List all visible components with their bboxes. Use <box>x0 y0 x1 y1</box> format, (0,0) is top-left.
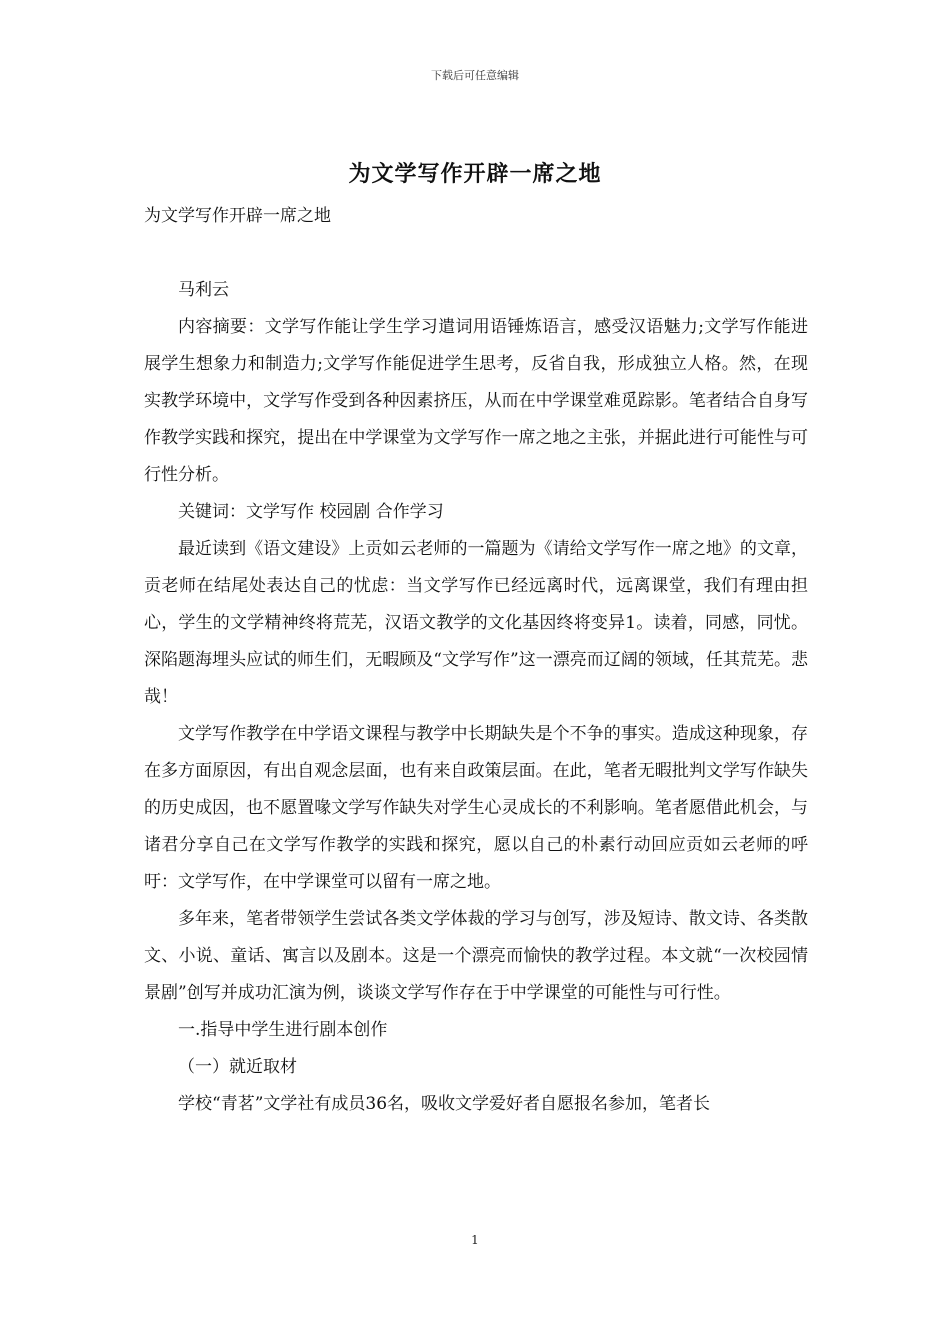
body-paragraph: 学校“青茗”文学社有成员36名，吸收文学爱好者自愿报名参加，笔者长 <box>178 1094 711 1114</box>
body-paragraph: 文学写作教学在中学语文课程与教学中长期缺失是个不争的事实。造成这种现象，存在多方面原因，有出自观念层面，也有来自政策层面。在此，笔者无暇批判文学写作缺失的历史成因，也不愿置喙文学写作缺失对学生心灵成长的不利影响。笔者愿借此机会，与诸君分享自己在文学写作教学的实践和探究，愿以自己的朴素行动回应贡如云老师的呼吁：文学写作，在中学课堂可以留有一席之地。 <box>144 724 808 892</box>
page-header-note: 下载后可任意编辑 <box>431 69 519 82</box>
body-paragraph: 多年来，笔者带领学生尝试各类文学体裁的学习与创写，涉及短诗、散文诗、各类散文、小说、童话、寓言以及剧本。这是一个漂亮而愉快的教学过程。本文就“一次校园情景剧”创写并成功汇演为例，谈谈文学写作存在于中学课堂的可能性与可行性。 <box>144 909 808 1003</box>
body-paragraph: 最近读到《语文建设》上贡如云老师的一篇题为《请给文学写作一席之地》的文章，贡老师在结尾处表达自己的忧虑：当文学写作已经远离时代，远离课堂，我们有理由担心，学生的文学精神终将荒芜，汉语文教学的文化基因终将变异1。读着，同感，同忧。深陷题海埋头应试的师生们，无暇顾及“文学写作”这一漂亮而辽阔的领域，任其荒芜。悲哉！ <box>144 539 808 707</box>
document-subtitle: 为文学写作开辟一席之地 <box>144 206 331 226</box>
page-number: 1 <box>471 1233 479 1247</box>
document-title: 为文学写作开辟一席之地 <box>348 162 602 187</box>
abstract-paragraph: 内容摘要：文学写作能让学生学习遣词用语锤炼语言，感受汉语魅力;文学写作能进展学生想象力和制造力;文学写作能促进学生思考，反省自我，形成独立人格。然，在现实教学环境中，文学写作受到各种因素挤压，从而在中学课堂难觅踪影。笔者结合自身写作教学实践和探究，提出在中学课堂为文学写作一席之地之主张，并据此进行可能性与可行性分析。 <box>144 317 808 485</box>
keywords-line: 关键词：文学写作 校园剧 合作学习 <box>178 502 444 522</box>
subsection-heading: （一）就近取材 <box>178 1057 297 1077</box>
document-body <box>144 198 808 1123</box>
author-name: 马利云 <box>178 280 229 300</box>
section-heading: 一.指导中学生进行剧本创作 <box>178 1020 388 1040</box>
